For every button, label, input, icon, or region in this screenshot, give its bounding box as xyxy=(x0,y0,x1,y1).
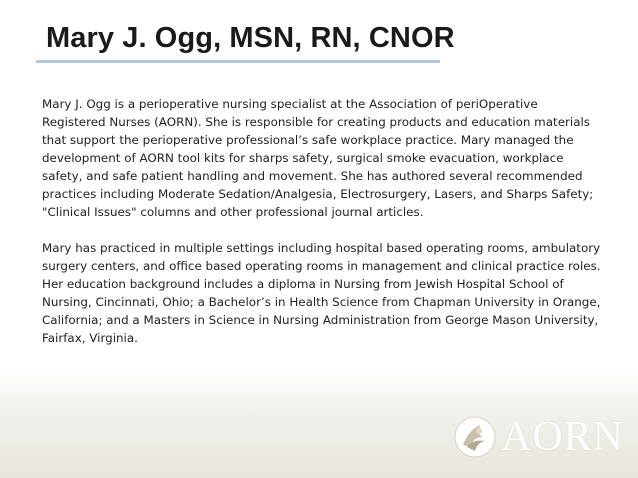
aorn-logo-text: AORN xyxy=(500,414,624,460)
aorn-logo xyxy=(453,412,624,462)
aorn-torch-logo-icon xyxy=(453,415,497,459)
title-underline xyxy=(36,60,440,63)
bio-paragraph-2: Mary has practiced in multiple settings including hospital based operating rooms, ambulatory surgery centers, and office based operating rooms in management and clinical practice roles. Her education background includes a diploma in Nursing from Jewish Hospital School of Nursing, Cincinnati, Ohio; a Bachelor’s in Health Science from Chapman University in Orange, California; and a Masters in Science in Nursing Administration from George Mason University, Fairfax, Virginia. xyxy=(42,241,601,345)
bio-body xyxy=(42,95,602,347)
bio-paragraph-1: Mary J. Ogg is a perioperative nursing specialist at the Association of periOperative Registered Nurses (AORN). She is responsible for creating products and education materials that support the perioperative professional’s safe workplace practice. Mary managed the development of AORN tool kits for sharps safety, surgical smoke evacuation, workplace safety, and safe patient handling and movement. She has authored several recommended practices including Moderate Sedation/Analgesia, Electrosurgery, Lasers, and Sharps Safety; "Clinical Issues" columns and other professional journal articles. xyxy=(42,97,594,219)
slide-title: Mary J. Ogg, MSN, RN, CNOR xyxy=(46,22,455,54)
